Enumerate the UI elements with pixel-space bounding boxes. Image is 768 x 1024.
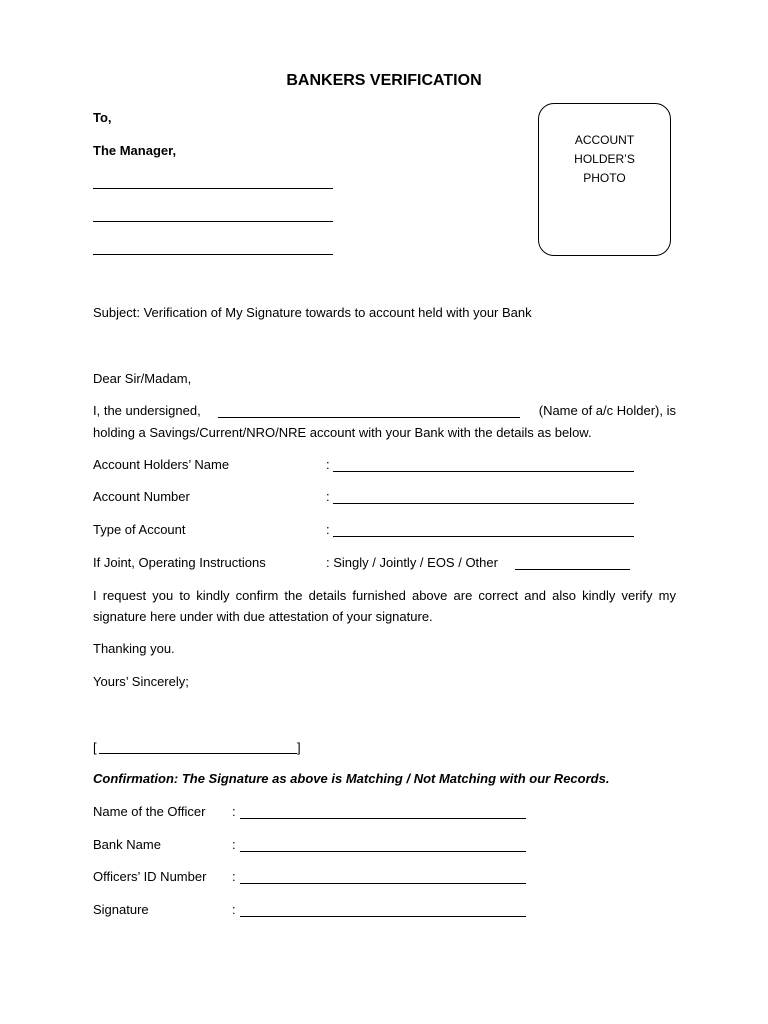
subject-line: Subject: Verification of My Signature towards to account held with your Bank — [93, 305, 532, 320]
bank-name-label: Bank Name — [93, 837, 161, 852]
account-type-label: Type of Account — [93, 522, 186, 537]
account-holder-name-field[interactable] — [333, 471, 634, 472]
joint-instructions-options: : Singly / Jointly / EOS / Other — [326, 555, 498, 570]
address-line-2[interactable] — [93, 221, 333, 222]
page-title: BANKERS VERIFICATION — [286, 72, 482, 89]
officer-name-colon: : — [232, 804, 236, 819]
account-number-label: Account Number — [93, 489, 190, 504]
bank-name-colon: : — [232, 837, 236, 852]
account-holder-name-label: Account Holders’ Name — [93, 457, 230, 472]
officer-id-field[interactable] — [240, 883, 526, 884]
officer-signature-colon: : — [232, 902, 236, 917]
officer-signature-label: Signature — [93, 902, 149, 917]
photo-label-2: HOLDER’S — [574, 152, 635, 166]
photo-label-3: PHOTO — [583, 171, 626, 185]
intro-suffix: (Name of a/c Holder), is — [538, 403, 676, 418]
thanks-line: Thanking you. — [93, 641, 175, 656]
address-to: To, — [93, 110, 112, 125]
photo-box[interactable] — [538, 103, 671, 256]
closing-line: Yours’ Sincerely; — [93, 674, 189, 689]
account-holder-name-blank[interactable] — [218, 417, 520, 418]
signature-bracket-close: ] — [297, 740, 301, 755]
account-number-colon: : — [326, 489, 330, 504]
bank-name-field[interactable] — [240, 851, 526, 852]
officer-id-label: Officers’ ID Number — [93, 869, 207, 884]
account-type-colon: : — [326, 522, 330, 537]
request-paragraph: I request you to kindly confirm the details furnished above are correct and also kindly verify my signature here under with due attestation of your signature. — [93, 588, 676, 624]
address-line-1[interactable] — [93, 188, 333, 189]
confirmation-statement: Confirmation: The Signature as above is Matching / Not Matching with our Records. — [93, 771, 610, 786]
holder-signature-field[interactable] — [99, 753, 297, 754]
account-number-field[interactable] — [333, 503, 634, 504]
officer-name-label: Name of the Officer — [93, 804, 206, 819]
account-type-field[interactable] — [333, 536, 634, 537]
officer-signature-field[interactable] — [240, 916, 526, 917]
address-manager: The Manager, — [93, 143, 177, 158]
officer-name-field[interactable] — [240, 818, 526, 819]
officer-id-colon: : — [232, 869, 236, 884]
photo-label-1: ACCOUNT — [574, 133, 635, 147]
account-holder-name-colon: : — [326, 457, 330, 472]
address-line-3[interactable] — [93, 254, 333, 255]
joint-other-field[interactable] — [515, 569, 630, 570]
joint-instructions-label: If Joint, Operating Instructions — [93, 555, 266, 570]
intro-prefix: I, the undersigned, — [93, 403, 201, 418]
salutation: Dear Sir/Madam, — [93, 371, 192, 386]
signature-bracket-open: [ — [93, 740, 97, 755]
intro-line-2: holding a Savings/Current/NRO/NRE account with your Bank with the details as below. — [93, 425, 592, 440]
